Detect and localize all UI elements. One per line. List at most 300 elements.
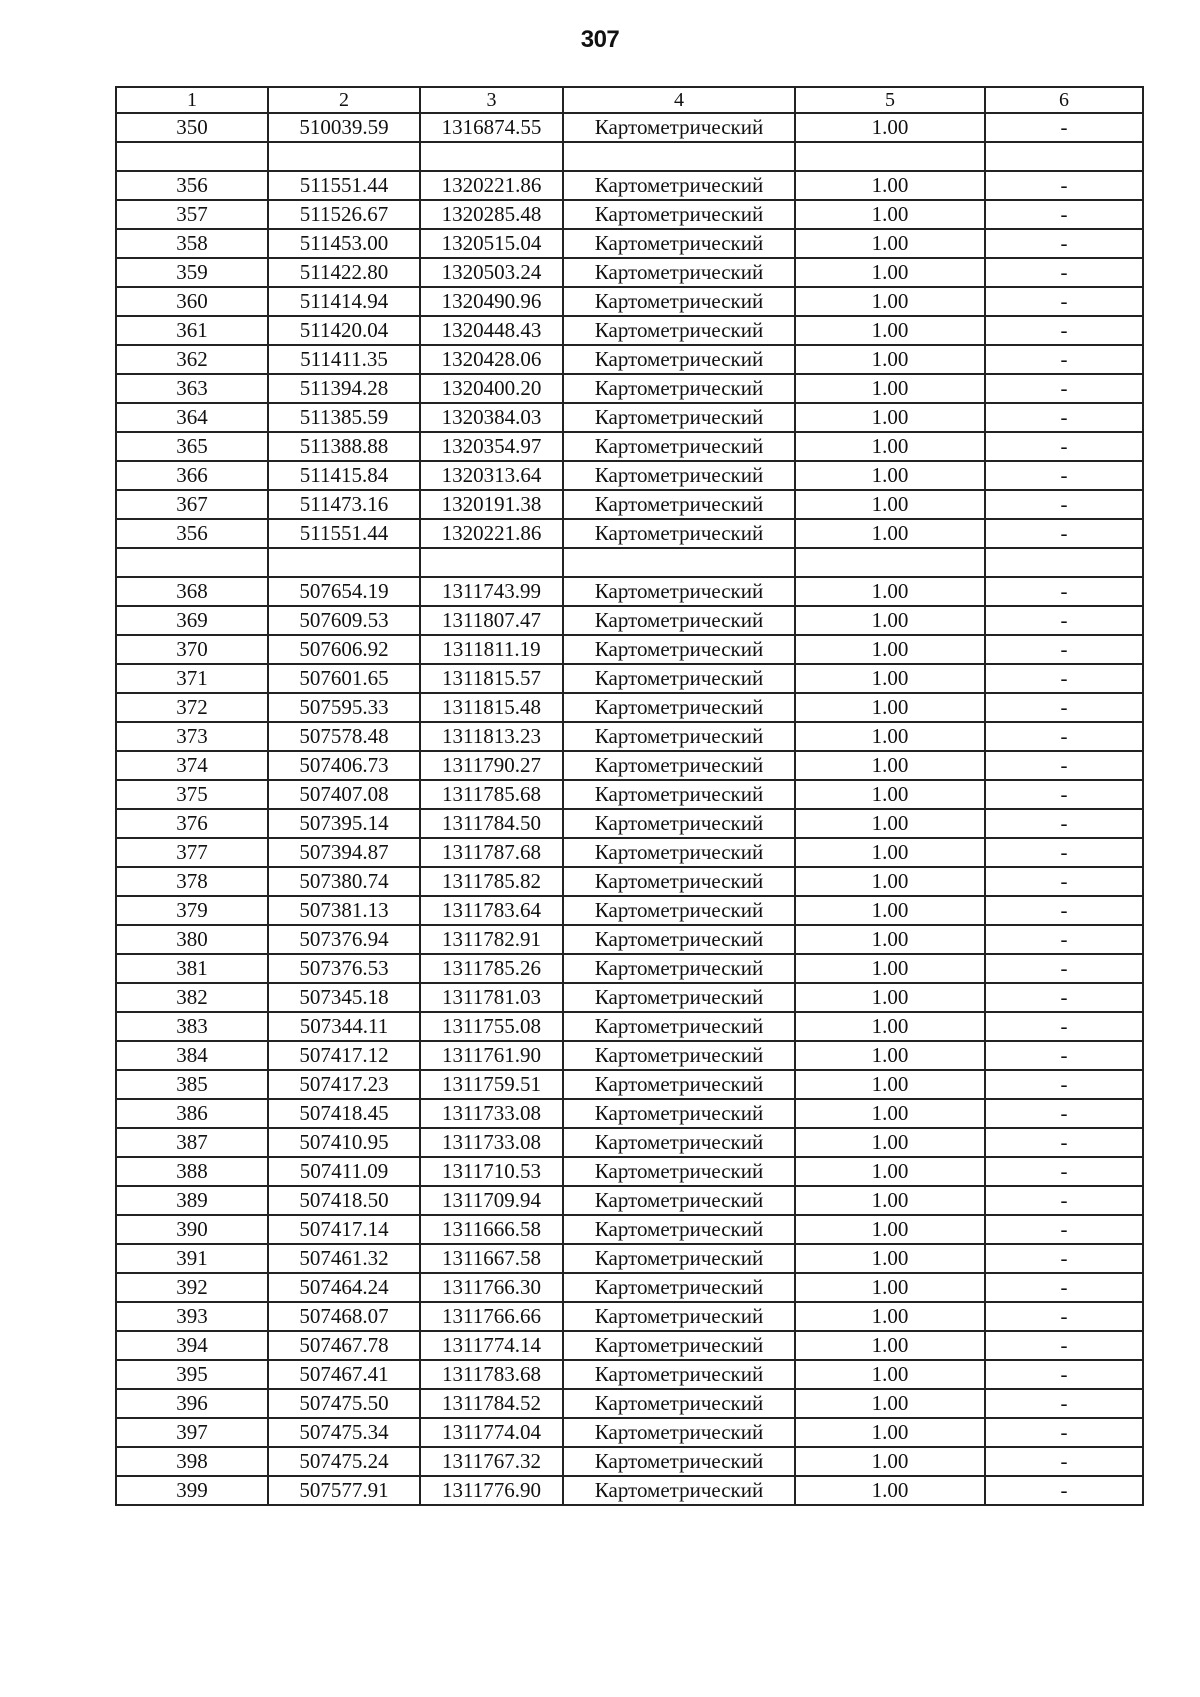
- table-cell-col-1: 375: [116, 780, 268, 809]
- table-cell-col-2: 507461.32: [268, 1244, 420, 1273]
- table-cell-col-1: [116, 142, 268, 171]
- table-cell-col-3: 1311755.08: [420, 1012, 563, 1041]
- header-cell-4: 4: [563, 87, 795, 113]
- table-cell-col-5: 1.00: [795, 1215, 985, 1244]
- table-cell-col-6: -: [985, 1157, 1143, 1186]
- table-cell-col-2: 507609.53: [268, 606, 420, 635]
- table-cell-col-6: -: [985, 171, 1143, 200]
- table-cell-col-1: 395: [116, 1360, 268, 1389]
- table-row: [116, 635, 1143, 664]
- header-cell-1: 1: [116, 87, 268, 113]
- table-cell-col-3: 1311787.68: [420, 838, 563, 867]
- table-cell-col-3: 1311785.26: [420, 954, 563, 983]
- table-cell-col-4: Картометрический: [563, 1041, 795, 1070]
- page-number: 307: [580, 26, 620, 53]
- table-cell-col-2: 511420.04: [268, 316, 420, 345]
- table-cell-col-3: 1311783.68: [420, 1360, 563, 1389]
- table-cell-col-2: 511422.80: [268, 258, 420, 287]
- table-cell-col-1: 396: [116, 1389, 268, 1418]
- table-cell-col-2: 507407.08: [268, 780, 420, 809]
- table-cell-col-3: 1320400.20: [420, 374, 563, 403]
- coordinates-table: [115, 86, 1144, 1506]
- table-cell-col-5: 1.00: [795, 200, 985, 229]
- table-cell-col-1: 364: [116, 403, 268, 432]
- header-cell-5: 5: [795, 87, 985, 113]
- table-cell-col-6: -: [985, 693, 1143, 722]
- table-row: [116, 1273, 1143, 1302]
- table-cell-col-6: -: [985, 751, 1143, 780]
- table-cell-col-2: 507418.45: [268, 1099, 420, 1128]
- table-cell-col-5: 1.00: [795, 316, 985, 345]
- table-cell-col-1: 362: [116, 345, 268, 374]
- table-row: [116, 1302, 1143, 1331]
- table-cell-col-4: Картометрический: [563, 1186, 795, 1215]
- table-cell-col-1: 385: [116, 1070, 268, 1099]
- table-cell-col-5: 1.00: [795, 1302, 985, 1331]
- table-cell-col-4: Картометрический: [563, 490, 795, 519]
- table-cell-col-4: Картометрический: [563, 1157, 795, 1186]
- table-row: [116, 1447, 1143, 1476]
- table-cell-col-2: 507578.48: [268, 722, 420, 751]
- table-cell-col-2: 507394.87: [268, 838, 420, 867]
- table-cell-col-6: -: [985, 1186, 1143, 1215]
- table-cell-col-2: 507411.09: [268, 1157, 420, 1186]
- table-cell-col-2: 511388.88: [268, 432, 420, 461]
- table-cell-col-6: -: [985, 577, 1143, 606]
- table-row: [116, 809, 1143, 838]
- table-cell-col-5: 1.00: [795, 229, 985, 258]
- table-cell-col-2: 511415.84: [268, 461, 420, 490]
- table-cell-col-4: [563, 548, 795, 577]
- table-cell-col-6: -: [985, 1331, 1143, 1360]
- table-cell-col-3: 1311761.90: [420, 1041, 563, 1070]
- table-row: [116, 287, 1143, 316]
- table-cell-col-1: 378: [116, 867, 268, 896]
- table-cell-col-4: Картометрический: [563, 345, 795, 374]
- table-cell-col-6: -: [985, 635, 1143, 664]
- table-cell-col-1: 359: [116, 258, 268, 287]
- table-cell-col-6: [985, 548, 1143, 577]
- table-cell-col-6: -: [985, 1244, 1143, 1273]
- table-cell-col-5: 1.00: [795, 1418, 985, 1447]
- table-cell-col-1: 380: [116, 925, 268, 954]
- table-cell-col-4: Картометрический: [563, 1302, 795, 1331]
- table-row: [116, 1186, 1143, 1215]
- table-cell-col-2: 507417.23: [268, 1070, 420, 1099]
- table-row: [116, 838, 1143, 867]
- table-cell-col-3: 1311807.47: [420, 606, 563, 635]
- table-cell-col-5: 1.00: [795, 519, 985, 548]
- table-row: [116, 780, 1143, 809]
- table-cell-col-4: Картометрический: [563, 780, 795, 809]
- table-cell-col-2: [268, 548, 420, 577]
- table-cell-col-4: Картометрический: [563, 1447, 795, 1476]
- table-cell-col-1: 370: [116, 635, 268, 664]
- table-cell-col-3: 1311709.94: [420, 1186, 563, 1215]
- table-row: [116, 693, 1143, 722]
- table-cell-col-1: 399: [116, 1476, 268, 1505]
- table-cell-col-1: 376: [116, 809, 268, 838]
- table-cell-col-2: 507467.41: [268, 1360, 420, 1389]
- table-cell-col-4: Картометрический: [563, 664, 795, 693]
- table-cell-col-5: 1.00: [795, 983, 985, 1012]
- table-cell-col-4: Картометрический: [563, 432, 795, 461]
- table-cell-col-3: 1320285.48: [420, 200, 563, 229]
- table-cell-col-2: 511394.28: [268, 374, 420, 403]
- table-cell-col-4: Картометрический: [563, 1360, 795, 1389]
- table-cell-col-1: 361: [116, 316, 268, 345]
- table-cell-col-1: 383: [116, 1012, 268, 1041]
- table-cell-col-6: -: [985, 1447, 1143, 1476]
- table-row: [116, 577, 1143, 606]
- table-cell-col-2: 511453.00: [268, 229, 420, 258]
- table-cell-col-4: Картометрический: [563, 258, 795, 287]
- table-cell-col-5: 1.00: [795, 461, 985, 490]
- table-cell-col-1: 372: [116, 693, 268, 722]
- table-cell-col-2: 507606.92: [268, 635, 420, 664]
- table-cell-col-4: Картометрический: [563, 1389, 795, 1418]
- table-cell-col-4: Картометрический: [563, 1070, 795, 1099]
- table-cell-col-4: Картометрический: [563, 635, 795, 664]
- table-cell-col-6: -: [985, 1012, 1143, 1041]
- table-cell-col-1: 393: [116, 1302, 268, 1331]
- table-cell-col-1: [116, 548, 268, 577]
- table-cell-col-5: 1.00: [795, 1186, 985, 1215]
- table-cell-col-3: 1311759.51: [420, 1070, 563, 1099]
- header-row: [116, 87, 1143, 113]
- table-cell-col-1: 398: [116, 1447, 268, 1476]
- table-cell-col-1: 392: [116, 1273, 268, 1302]
- table-cell-col-1: 384: [116, 1041, 268, 1070]
- table-cell-col-4: Картометрический: [563, 954, 795, 983]
- table-cell-col-2: 507380.74: [268, 867, 420, 896]
- table-row: [116, 722, 1143, 751]
- table-cell-col-3: 1320490.96: [420, 287, 563, 316]
- table-cell-col-2: 507417.12: [268, 1041, 420, 1070]
- table-cell-col-6: -: [985, 374, 1143, 403]
- table-cell-col-6: -: [985, 1128, 1143, 1157]
- table-cell-col-3: 1311782.91: [420, 925, 563, 954]
- table-cell-col-1: 389: [116, 1186, 268, 1215]
- table-cell-col-4: Картометрический: [563, 1418, 795, 1447]
- table-cell-col-6: -: [985, 867, 1143, 896]
- table-cell-col-3: 1311666.58: [420, 1215, 563, 1244]
- table-cell-col-6: -: [985, 606, 1143, 635]
- table-row: [116, 345, 1143, 374]
- table-cell-col-5: 1.00: [795, 490, 985, 519]
- table-cell-col-2: 507475.50: [268, 1389, 420, 1418]
- table-cell-col-4: Картометрический: [563, 1215, 795, 1244]
- table-cell-col-2: 507595.33: [268, 693, 420, 722]
- table-row: [116, 403, 1143, 432]
- table-cell-col-4: Картометрический: [563, 838, 795, 867]
- table-cell-col-5: [795, 142, 985, 171]
- table-cell-col-3: 1311811.19: [420, 635, 563, 664]
- table-row: [116, 1244, 1143, 1273]
- table-cell-col-1: 390: [116, 1215, 268, 1244]
- table-row: [116, 1070, 1143, 1099]
- table-cell-col-4: Картометрический: [563, 896, 795, 925]
- table-row: [116, 1389, 1143, 1418]
- table-cell-col-5: 1.00: [795, 1012, 985, 1041]
- table-cell-col-2: 507464.24: [268, 1273, 420, 1302]
- table-cell-col-5: 1.00: [795, 1360, 985, 1389]
- table-cell-col-5: 1.00: [795, 258, 985, 287]
- table-cell-col-6: -: [985, 954, 1143, 983]
- table-cell-col-5: 1.00: [795, 1041, 985, 1070]
- table-cell-col-2: 507417.14: [268, 1215, 420, 1244]
- table-cell-col-4: Картометрический: [563, 229, 795, 258]
- table-cell-col-4: Картометрический: [563, 200, 795, 229]
- table-cell-col-3: 1311733.08: [420, 1099, 563, 1128]
- table-cell-col-1: 381: [116, 954, 268, 983]
- table-cell-col-4: Картометрический: [563, 1128, 795, 1157]
- table-cell-col-3: 1311776.90: [420, 1476, 563, 1505]
- table-cell-col-2: 511411.35: [268, 345, 420, 374]
- table-cell-col-3: 1311785.68: [420, 780, 563, 809]
- table-cell-col-1: 367: [116, 490, 268, 519]
- table-cell-col-3: 1311774.04: [420, 1418, 563, 1447]
- table-row: [116, 1215, 1143, 1244]
- table-cell-col-6: -: [985, 1360, 1143, 1389]
- table-cell-col-3: 1311815.48: [420, 693, 563, 722]
- table-cell-col-6: -: [985, 1215, 1143, 1244]
- table-cell-col-1: 394: [116, 1331, 268, 1360]
- table-cell-col-6: -: [985, 664, 1143, 693]
- table-cell-col-5: 1.00: [795, 896, 985, 925]
- table-cell-col-6: -: [985, 1389, 1143, 1418]
- table-row: [116, 171, 1143, 200]
- table-cell-col-3: 1320221.86: [420, 171, 563, 200]
- header-cell-6: 6: [985, 87, 1143, 113]
- table-cell-col-4: Картометрический: [563, 983, 795, 1012]
- table-cell-col-4: Картометрический: [563, 171, 795, 200]
- table-cell-col-5: 1.00: [795, 1128, 985, 1157]
- table-cell-col-1: 358: [116, 229, 268, 258]
- table-row: [116, 606, 1143, 635]
- table-cell-col-6: -: [985, 896, 1143, 925]
- table-cell-col-2: 507410.95: [268, 1128, 420, 1157]
- table-cell-col-3: 1311784.52: [420, 1389, 563, 1418]
- table-cell-col-2: 507654.19: [268, 577, 420, 606]
- table-cell-col-4: Картометрический: [563, 606, 795, 635]
- table-cell-col-3: 1311785.82: [420, 867, 563, 896]
- table-cell-col-3: 1320515.04: [420, 229, 563, 258]
- table-cell-col-6: -: [985, 1099, 1143, 1128]
- table-cell-col-5: 1.00: [795, 1099, 985, 1128]
- table-cell-col-3: 1320191.38: [420, 490, 563, 519]
- table-cell-col-5: [795, 548, 985, 577]
- table-cell-col-4: Картометрический: [563, 809, 795, 838]
- table-cell-col-2: 511414.94: [268, 287, 420, 316]
- table-cell-col-6: -: [985, 838, 1143, 867]
- table-cell-col-2: 511473.16: [268, 490, 420, 519]
- table-cell-col-4: Картометрический: [563, 403, 795, 432]
- table-cell-col-6: -: [985, 519, 1143, 548]
- table-cell-col-2: 511551.44: [268, 519, 420, 548]
- table-cell-col-4: Картометрический: [563, 461, 795, 490]
- header-cell-3: 3: [420, 87, 563, 113]
- table-cell-col-2: 511526.67: [268, 200, 420, 229]
- table-row: [116, 925, 1143, 954]
- table-cell-col-2: 507418.50: [268, 1186, 420, 1215]
- table-cell-col-5: 1.00: [795, 1244, 985, 1273]
- table-cell-col-5: 1.00: [795, 113, 985, 142]
- table-row: [116, 1360, 1143, 1389]
- separator-row: [116, 548, 1143, 577]
- table-cell-col-3: 1311783.64: [420, 896, 563, 925]
- table-cell-col-4: Картометрический: [563, 1273, 795, 1302]
- table-row: [116, 374, 1143, 403]
- table-cell-col-1: 391: [116, 1244, 268, 1273]
- table-cell-col-5: 1.00: [795, 1331, 985, 1360]
- table-cell-col-3: 1311733.08: [420, 1128, 563, 1157]
- table-cell-col-4: Картометрический: [563, 1476, 795, 1505]
- table-cell-col-2: 507381.13: [268, 896, 420, 925]
- table-cell-col-1: 373: [116, 722, 268, 751]
- table-cell-col-5: 1.00: [795, 606, 985, 635]
- table-cell-col-1: 350: [116, 113, 268, 142]
- table-cell-col-1: 382: [116, 983, 268, 1012]
- table-cell-col-3: 1311813.23: [420, 722, 563, 751]
- table-row: [116, 1476, 1143, 1505]
- table-cell-col-3: 1311667.58: [420, 1244, 563, 1273]
- table-cell-col-4: Картометрический: [563, 113, 795, 142]
- table-cell-col-2: 507376.94: [268, 925, 420, 954]
- table-cell-col-6: -: [985, 345, 1143, 374]
- table-cell-col-3: 1311767.32: [420, 1447, 563, 1476]
- table-row: [116, 751, 1143, 780]
- table-cell-col-2: 507467.78: [268, 1331, 420, 1360]
- table-cell-col-6: -: [985, 461, 1143, 490]
- table-cell-col-5: 1.00: [795, 403, 985, 432]
- table-cell-col-4: Картометрический: [563, 374, 795, 403]
- table-cell-col-3: 1320384.03: [420, 403, 563, 432]
- table-cell-col-3: 1311815.57: [420, 664, 563, 693]
- table-row: [116, 896, 1143, 925]
- table-cell-col-6: [985, 142, 1143, 171]
- table-cell-col-4: Картометрический: [563, 751, 795, 780]
- table-cell-col-2: 507577.91: [268, 1476, 420, 1505]
- table-cell-col-1: 379: [116, 896, 268, 925]
- table-cell-col-6: -: [985, 1273, 1143, 1302]
- table-cell-col-1: 387: [116, 1128, 268, 1157]
- table-cell-col-6: -: [985, 1041, 1143, 1070]
- table-cell-col-3: 1311766.30: [420, 1273, 563, 1302]
- table-cell-col-2: 507345.18: [268, 983, 420, 1012]
- table-cell-col-5: 1.00: [795, 1070, 985, 1099]
- table-cell-col-1: 357: [116, 200, 268, 229]
- table-cell-col-3: 1316874.55: [420, 113, 563, 142]
- table-cell-col-1: 377: [116, 838, 268, 867]
- table-cell-col-1: 369: [116, 606, 268, 635]
- table-cell-col-2: 510039.59: [268, 113, 420, 142]
- table-cell-col-3: [420, 142, 563, 171]
- table-cell-col-3: 1320354.97: [420, 432, 563, 461]
- table-cell-col-5: 1.00: [795, 838, 985, 867]
- table-cell-col-5: 1.00: [795, 1273, 985, 1302]
- table-cell-col-4: Картометрический: [563, 925, 795, 954]
- table-cell-col-5: 1.00: [795, 1389, 985, 1418]
- table-cell-col-5: 1.00: [795, 432, 985, 461]
- table-row: [116, 983, 1143, 1012]
- table-cell-col-5: 1.00: [795, 867, 985, 896]
- table-cell-col-3: 1311784.50: [420, 809, 563, 838]
- table-row: [116, 1128, 1143, 1157]
- table-cell-col-2: 507406.73: [268, 751, 420, 780]
- table-row: [116, 664, 1143, 693]
- table-cell-col-1: 365: [116, 432, 268, 461]
- table-row: [116, 490, 1143, 519]
- table-cell-col-2: 511385.59: [268, 403, 420, 432]
- table-cell-col-3: [420, 548, 563, 577]
- table-cell-col-6: -: [985, 1418, 1143, 1447]
- table-cell-col-5: 1.00: [795, 809, 985, 838]
- table-cell-col-3: 1311790.27: [420, 751, 563, 780]
- table-cell-col-6: -: [985, 200, 1143, 229]
- table-row: [116, 1012, 1143, 1041]
- table-cell-col-5: 1.00: [795, 954, 985, 983]
- table-cell-col-5: 1.00: [795, 1447, 985, 1476]
- table-cell-col-5: 1.00: [795, 635, 985, 664]
- table-cell-col-2: 507468.07: [268, 1302, 420, 1331]
- table-cell-col-6: -: [985, 1302, 1143, 1331]
- table-cell-col-6: -: [985, 113, 1143, 142]
- table-cell-col-4: [563, 142, 795, 171]
- table-row: [116, 113, 1143, 142]
- table-row: [116, 867, 1143, 896]
- table-cell-col-6: -: [985, 229, 1143, 258]
- table-cell-col-1: 356: [116, 171, 268, 200]
- table-cell-col-5: 1.00: [795, 722, 985, 751]
- table-cell-col-4: Картометрический: [563, 1331, 795, 1360]
- table-row: [116, 1331, 1143, 1360]
- table-cell-col-2: 511551.44: [268, 171, 420, 200]
- table-body: [116, 113, 1143, 1505]
- table-cell-col-2: 507344.11: [268, 1012, 420, 1041]
- table-row: [116, 432, 1143, 461]
- table-cell-col-6: -: [985, 925, 1143, 954]
- table-cell-col-4: Картометрический: [563, 287, 795, 316]
- table-cell-col-3: 1311774.14: [420, 1331, 563, 1360]
- table-cell-col-6: -: [985, 1476, 1143, 1505]
- table-cell-col-3: 1311710.53: [420, 1157, 563, 1186]
- table-cell-col-2: 507601.65: [268, 664, 420, 693]
- table-cell-col-3: 1320428.06: [420, 345, 563, 374]
- table-cell-col-2: 507376.53: [268, 954, 420, 983]
- table-cell-col-4: Картометрический: [563, 577, 795, 606]
- table-cell-col-3: 1320313.64: [420, 461, 563, 490]
- table-row: [116, 519, 1143, 548]
- table-cell-col-1: 363: [116, 374, 268, 403]
- table-row: [116, 200, 1143, 229]
- table-cell-col-4: Картометрический: [563, 1099, 795, 1128]
- table-row: [116, 461, 1143, 490]
- table-cell-col-5: 1.00: [795, 374, 985, 403]
- table-cell-col-6: -: [985, 316, 1143, 345]
- table-cell-col-4: Картометрический: [563, 722, 795, 751]
- table-cell-col-4: Картометрический: [563, 316, 795, 345]
- table-cell-col-3: 1320503.24: [420, 258, 563, 287]
- table-row: [116, 258, 1143, 287]
- table-cell-col-1: 368: [116, 577, 268, 606]
- table-cell-col-6: -: [985, 780, 1143, 809]
- table-row: [116, 1157, 1143, 1186]
- table-cell-col-6: -: [985, 258, 1143, 287]
- table-cell-col-4: Картометрический: [563, 1012, 795, 1041]
- table-cell-col-6: -: [985, 403, 1143, 432]
- table-cell-col-2: 507395.14: [268, 809, 420, 838]
